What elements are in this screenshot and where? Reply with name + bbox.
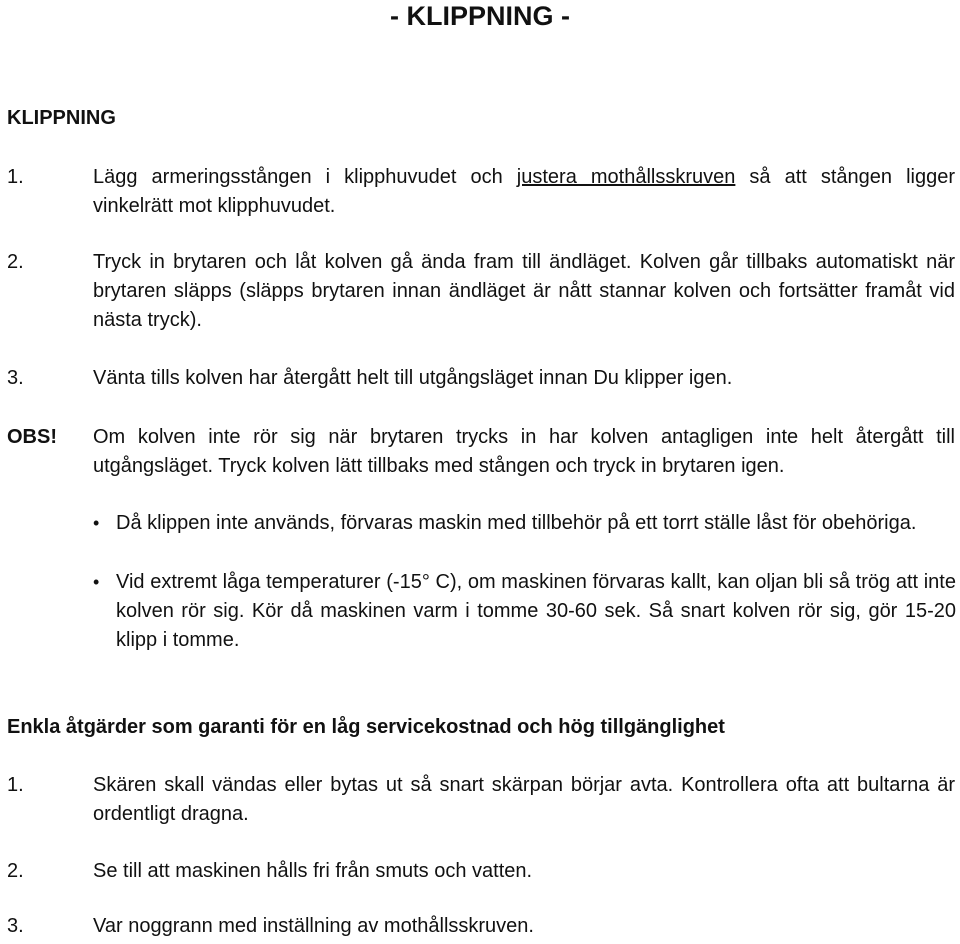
- item-text: Var noggrann med inställning av mothållsskruven.: [93, 915, 534, 937]
- page-title: - KLIPPNING -: [390, 1, 570, 31]
- item-text: Vänta tills kolven har återgått helt till utgångsläget innan Du klipper igen.: [93, 367, 733, 389]
- item-number: 2.: [7, 251, 24, 273]
- section-heading-klippning: KLIPPNING: [7, 107, 116, 129]
- item-text: Se till att maskinen hålls fri från smuts och vatten.: [93, 860, 533, 882]
- note-label: OBS!: [7, 426, 57, 448]
- bullet-icon: •: [93, 513, 100, 533]
- underlined-phrase: justera mothållsskruven: [516, 166, 736, 188]
- item-number: 2.: [7, 860, 24, 882]
- item-text: Skären skall vändas eller bytas ut så snart skärpan börjar avta. Kontrollera ofta att bultarna är ordentligt dragna.: [93, 774, 955, 825]
- item-number: 3.: [7, 915, 24, 937]
- item-text: Lägg armeringsstången i klipphuvudet och justera mothållsskruven så att stången ligger vinkelrätt mot klipphuvudet.: [93, 166, 955, 217]
- item-number: 1.: [7, 774, 24, 796]
- item-text: Tryck in brytaren och låt kolven gå ända fram till ändläget. Kolven går tillbaks automatiskt när brytaren släpps (släpps brytaren innan ändläget är nått stannar kolven och fortsätter framåt vid nästa tryck).: [93, 251, 955, 331]
- note-text: Om kolven inte rör sig när brytaren trycks in har kolven antagligen inte helt återgått till utgångsläget. Tryck kolven lätt tillbaks med stången och tryck in brytaren igen.: [93, 426, 955, 477]
- bullet-text: Vid extremt låga temperaturer (-15° C), om maskinen förvaras kallt, kan oljan bli så trög att inte kolven rör sig. Kör då maskinen varm i tomme 30-60 sek. Så snart kolven rör sig, gör 15-20 klipp i tomme.: [116, 571, 956, 651]
- bullet-text: Då klippen inte används, förvaras maskin med tillbehör på ett torrt ställe låst för obehöriga.: [116, 512, 917, 534]
- item-number: 1.: [7, 166, 24, 188]
- item-number: 3.: [7, 367, 24, 389]
- section-heading-maintenance: Enkla åtgärder som garanti för en låg servicekostnad och hög tillgänglighet: [7, 716, 725, 738]
- bullet-icon: •: [93, 572, 100, 592]
